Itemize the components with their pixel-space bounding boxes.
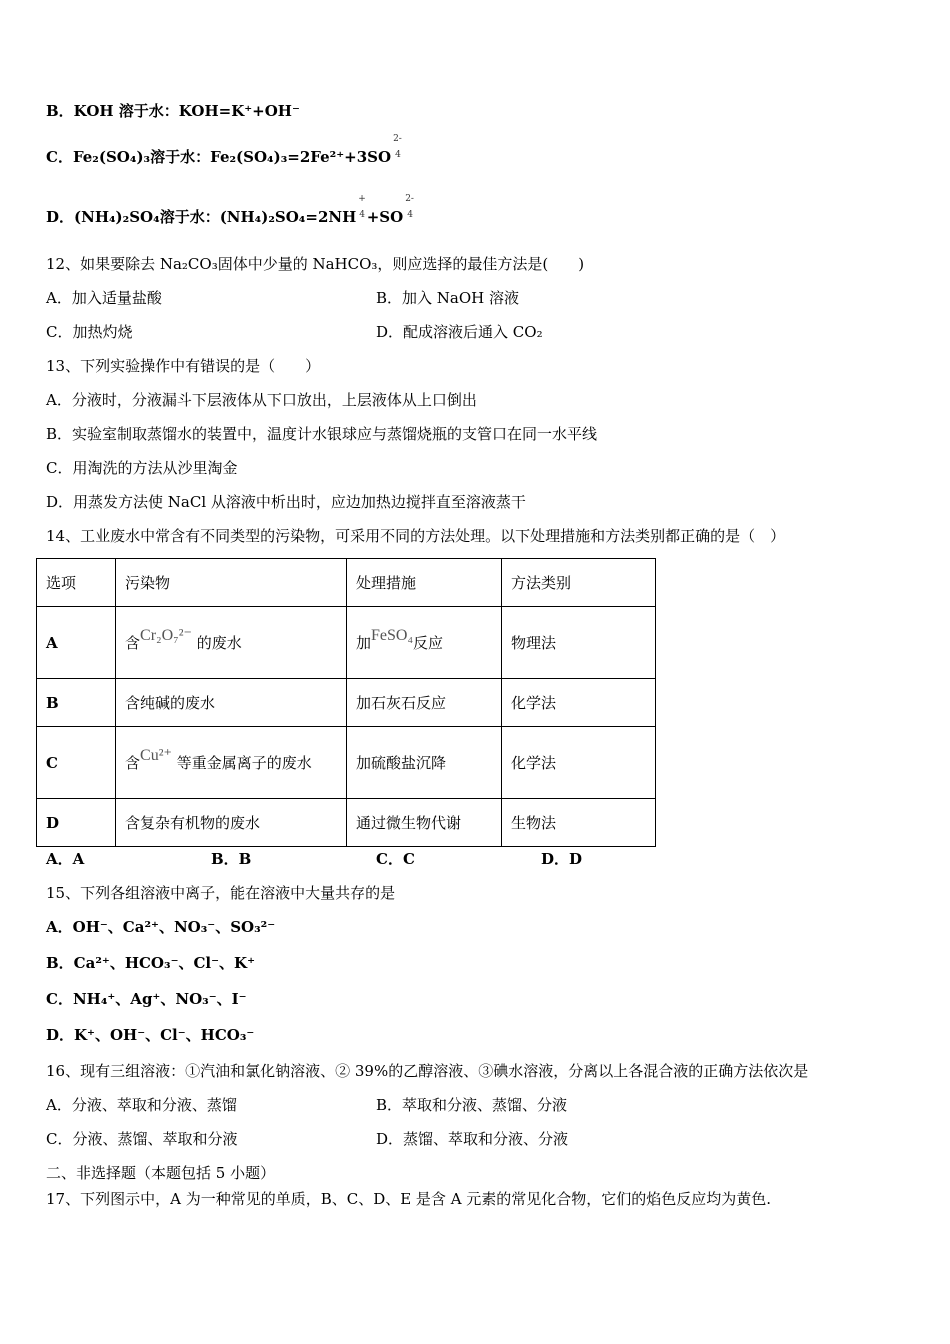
ammonium-subscript: 4 (359, 210, 366, 220)
row-treatment: 加石灰石反应 (347, 679, 502, 727)
header-option: 选项 (37, 559, 116, 607)
pollutant-suffix: 的废水 (196, 634, 242, 652)
q11-option-d-text1: D．(NH₄)₂SO₄溶于水：(NH₄)₂SO₄=2NH (46, 208, 357, 226)
q14-option-a: A．A (46, 850, 85, 868)
row-option: A (37, 607, 116, 679)
pollutant-prefix: 含 (125, 634, 141, 652)
sulfate-ion-d (403, 194, 414, 227)
row-treatment: 通过微生物代谢 (347, 799, 502, 847)
row-category: 物理法 (502, 607, 656, 679)
header-pollutant: 污染物 (116, 559, 347, 607)
table-row (37, 799, 656, 847)
treatment-prefix: 加 (356, 634, 372, 652)
section-heading: 二、非选择题（本题包括 5 小题） (46, 1164, 276, 1182)
row-option: B (37, 679, 116, 727)
q13-option-d: D．用蒸发方法使 NaCl 从溶液中析出时，应边加热边搅拌直至溶液蒸干 (46, 493, 526, 511)
sulfate-charge: 2- (393, 134, 402, 144)
q14-option-d: D．D (541, 850, 583, 868)
ferrous-sulfate-formula: FeSO₄ (371, 627, 414, 644)
table-header-row (37, 559, 656, 607)
sulfate-subscript: 4 (395, 150, 401, 160)
row-treatment (347, 607, 502, 679)
q16-option-d: D．蒸馏、萃取和分液、分液 (376, 1130, 569, 1148)
sulfate-charge: 2- (405, 194, 414, 204)
q13-stem: 13、下列实验操作中有错误的是（ ） (46, 357, 321, 375)
q11-option-c-text: C．Fe₂(SO₄)₃溶于水：Fe₂(SO₄)₃=2Fe²⁺+3SO (46, 148, 392, 166)
row-pollutant: 含纯碱的废水 (116, 679, 347, 727)
q15-option-b: B．Ca²⁺、HCO₃⁻、Cl⁻、K⁺ (46, 954, 255, 972)
row-category: 化学法 (502, 727, 656, 799)
ammonium-ion (356, 194, 366, 227)
row-category: 生物法 (502, 799, 656, 847)
q14-table (36, 558, 656, 847)
q13-option-c: C．用淘洗的方法从沙里淘金 (46, 459, 238, 477)
q12-option-d: D．配成溶液后通入 CO₂ (376, 323, 543, 341)
treatment-suffix: 反应 (413, 634, 444, 652)
q11-option-d (46, 194, 414, 227)
sulfate-subscript: 4 (407, 210, 413, 220)
dichromate-formula: Cr₂O₇²⁻ (140, 627, 192, 644)
header-category: 方法类别 (502, 559, 656, 607)
q15-option-a: A．OH⁻、Ca²⁺、NO₃⁻、SO₃²⁻ (46, 918, 276, 936)
row-pollutant: 含复杂有机物的废水 (116, 799, 347, 847)
sulfate-ion-c (391, 134, 402, 167)
pollutant-suffix: 等重金属离子的废水 (176, 754, 312, 772)
q16-option-a: A．分液、萃取和分液、蒸馏 (46, 1096, 237, 1114)
q16-option-c: C．分液、蒸馏、萃取和分液 (46, 1130, 238, 1148)
row-option: C (37, 727, 116, 799)
q11-option-b: B．KOH 溶于水：KOH=K⁺+OH⁻ (46, 102, 300, 120)
q15-option-d: D．K⁺、OH⁻、Cl⁻、HCO₃⁻ (46, 1026, 255, 1044)
row-category: 化学法 (502, 679, 656, 727)
q13-option-b: B．实验室制取蒸馏水的装置中，温度计水银球应与蒸馏烧瓶的支管口在同一水平线 (46, 425, 598, 443)
q12-option-b: B．加入 NaOH 溶液 (376, 289, 520, 307)
q17-stem: 17、下列图示中，A 为一种常见的单质，B、C、D、E 是含 A 元素的常见化合物，它们的焰色反应均为黄色. (46, 1190, 772, 1208)
q12-stem: 12、如果要除去 Na₂CO₃固体中少量的 NaHCO₃，则应选择的最佳方法是( ) (46, 255, 585, 273)
q14-option-c: C．C (376, 850, 415, 868)
q16-stem: 16、现有三组溶液：①汽油和氯化钠溶液、② 39%的乙醇溶液、③碘水溶液，分离以上各混合液的正确方法依次是 (46, 1062, 809, 1080)
table-row (37, 607, 656, 679)
row-pollutant (116, 607, 347, 679)
ammonium-charge: + (358, 194, 366, 204)
q15-option-c: C．NH₄⁺、Ag⁺、NO₃⁻、I⁻ (46, 990, 247, 1008)
row-option: D (37, 799, 116, 847)
q11-option-c (46, 134, 402, 167)
q14-stem: 14、工业废水中常含有不同类型的污染物，可采用不同的方法处理。以下处理措施和方法类别都正确的是（ ） (46, 527, 786, 545)
q13-option-a: A．分液时，分液漏斗下层液体从下口放出，上层液体从上口倒出 (46, 391, 477, 409)
header-treatment: 处理措施 (347, 559, 502, 607)
pollutant-prefix: 含 (125, 754, 141, 772)
q16-option-b: B．萃取和分液、蒸馏、分液 (376, 1096, 568, 1114)
table-row (37, 727, 656, 799)
q11-option-d-text2: +SO (366, 208, 404, 226)
q14-option-b: B．B (211, 850, 252, 868)
row-treatment: 加硫酸盐沉降 (347, 727, 502, 799)
q12-option-a: A．加入适量盐酸 (46, 289, 162, 307)
copper-ion-formula: Cu²⁺ (140, 747, 172, 764)
row-pollutant (116, 727, 347, 799)
table-row (37, 679, 656, 727)
q15-stem: 15、下列各组溶液中离子，能在溶液中大量共存的是 (46, 884, 396, 902)
q12-option-c: C．加热灼烧 (46, 323, 133, 341)
